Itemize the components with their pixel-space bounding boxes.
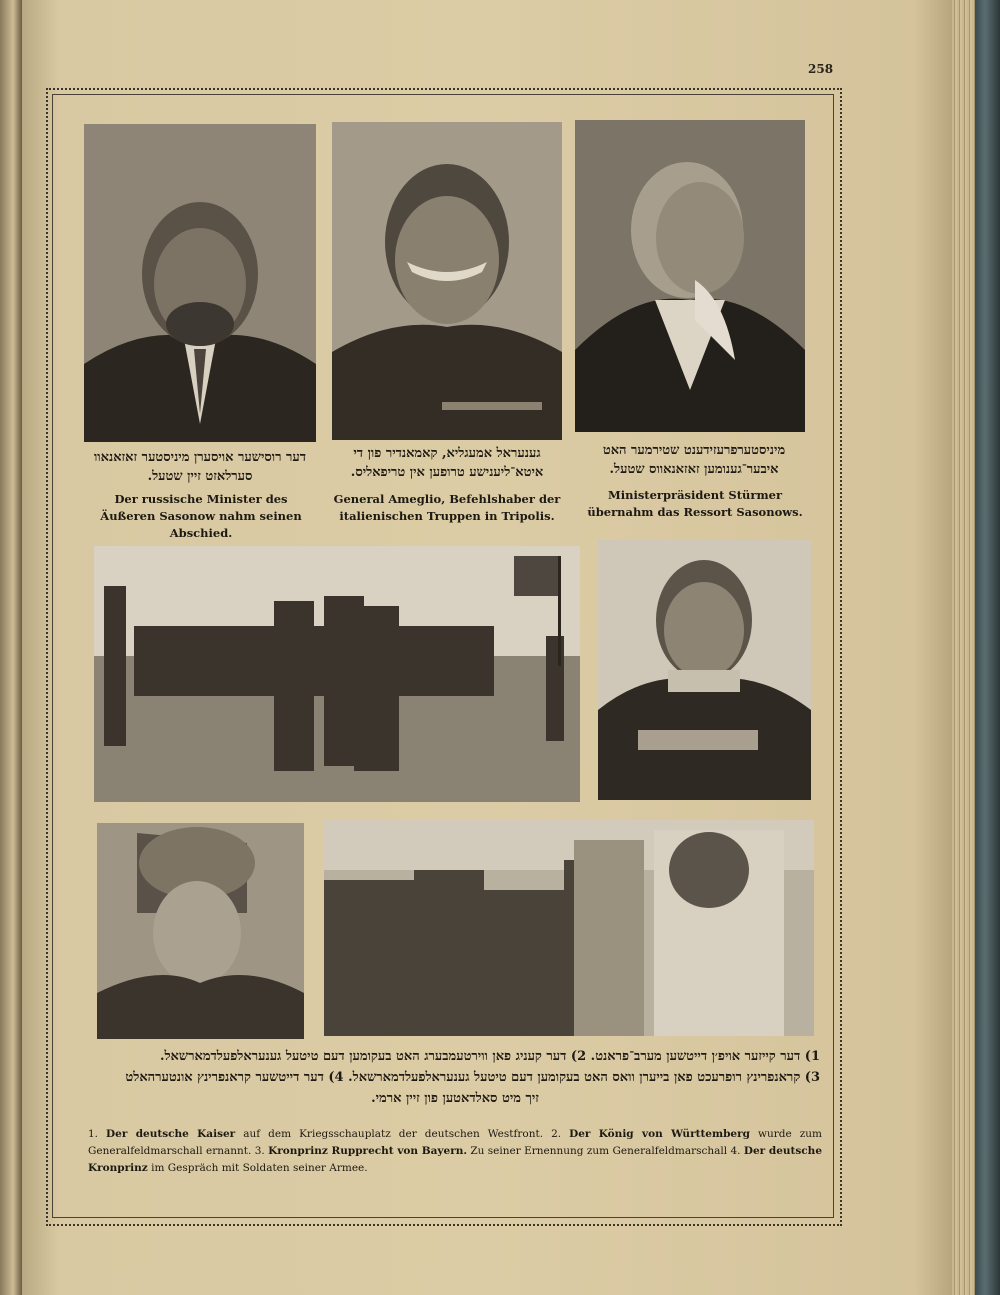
- book-cover-edge: [975, 0, 1000, 1295]
- caption-yiddish-bottom-line-3: זיך מיט סאלדאטען פון זיין ארמי.: [371, 1091, 539, 1106]
- caption-text-3: Zu seiner Ernennung zum Generalfeldmarschall: [467, 1145, 731, 1157]
- caption-num-2: 2.: [551, 1128, 570, 1140]
- photo-stuermer: [575, 120, 805, 432]
- caption-yiddish-ameglio: גענעראל אמעגליא, קאמאנדיר פון די איטא־ליענישע טרופען אין טריפאליס.: [350, 446, 544, 480]
- page-number: 258: [808, 62, 834, 76]
- caption-german-sasonow: Der russische Minister des Äußeren Sasonow nahm seinen Abschied.: [100, 492, 302, 540]
- caption-text-1: auf dem Kriegsschauplatz der deutschen Westfront.: [235, 1128, 552, 1140]
- caption-german-bottom: [88, 1126, 822, 1177]
- caption-subject-rupprecht: Kronprinz Rupprecht von Bayern.: [268, 1145, 468, 1157]
- photo-kronprinz-rupprecht: [97, 823, 304, 1039]
- caption-german-ameglio: General Ameglio, Befehlshaber der italienischen Truppen in Tripolis.: [333, 492, 561, 523]
- caption-yiddish-bottom-line-1: 1) דער קייזער אויפ׳ן דייטשען מערב־פראנט. 2) דער קעניג פאן ווירטעמבערג האט בעקומען דעם טיטעל גענעראלפעלדמארשאל.: [159, 1049, 820, 1064]
- caption-german-stuermer: Ministerpräsident Stürmer übernahm das Ressort Sasonows.: [587, 488, 803, 519]
- caption-num-4: 4.: [730, 1145, 744, 1157]
- photo-ameglio: [332, 122, 562, 440]
- caption-yiddish-sasonow: דער רוסישער אויסערן מיניסטער זאזאנאוו סערלאזט זיין שטעל.: [93, 450, 306, 484]
- photo-sasonow: [84, 124, 316, 442]
- caption-text-4: im Gespräch mit Soldaten seiner Armee.: [147, 1162, 368, 1174]
- caption-num-3: 3.: [254, 1145, 269, 1157]
- photo-kronprinz-soldaten: [324, 820, 814, 1036]
- photo-koenig-wuerttemberg: [598, 540, 811, 800]
- photo-kaiser-western-front: [94, 546, 580, 802]
- caption-text-2: wurde zum Generalfeldmarschall ernannt.: [88, 1128, 823, 1157]
- caption-subject-kaiser: Der deutsche Kaiser: [106, 1128, 236, 1140]
- previous-page-edge: [0, 0, 22, 1295]
- caption-subject-koenig: Der König von Württemberg: [569, 1128, 750, 1140]
- caption-num-1: 1.: [88, 1128, 107, 1140]
- caption-yiddish-bottom-line-2: 3) קראנפרינץ רופרעכט פאן בייערן וואס האט בעקומען דעם טיטעל גענעראלפעלדמארשאל. 4) דער דייטשער קראנפרינץ אונטערהאלט: [125, 1070, 820, 1085]
- caption-subject-kronprinz: Der deutsche Kronprinz: [88, 1145, 822, 1174]
- caption-yiddish-stuermer: מיניסטערפרעזידענט שטירמער האט איבער־גענומען זאזאנאווס שטעל.: [602, 443, 786, 477]
